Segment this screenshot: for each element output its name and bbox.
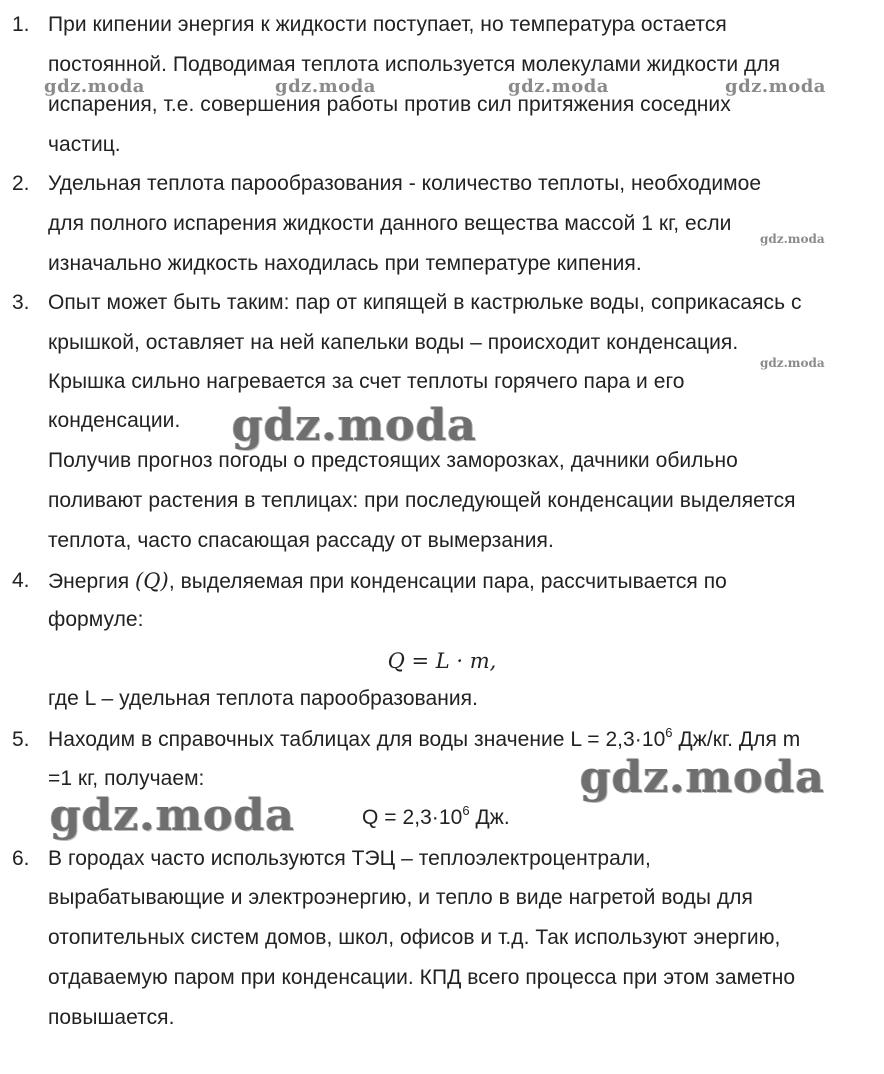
item-number-5: 5. xyxy=(12,728,30,751)
item-3-line-3: Крышка сильно нагревается за счет теплоты горячего пара и его xyxy=(48,370,685,393)
item-5-line-1-post: Дж/кг. Для m xyxy=(672,728,801,751)
item-3-line-4: конденсации. xyxy=(48,409,181,432)
item-4-line-3: где L – удельная теплота парообразования. xyxy=(48,687,478,710)
item-4-line-1 xyxy=(48,561,727,602)
item-3-line-1: Опыт может быть таким: пар от кипящей в кастрюльке воды, соприкасаясь с xyxy=(48,291,802,314)
energy-variable: (Q) xyxy=(135,569,169,593)
formula: Q = L · m, xyxy=(387,649,497,673)
item-number-1: 1. xyxy=(12,13,30,36)
watermark-logo: gdz.moda xyxy=(50,790,296,841)
item-3-line-6: поливают растения в теплицах: при последующей конденсации выделяется xyxy=(48,489,796,512)
watermark-logo: gdz.moda xyxy=(725,76,826,97)
item-number-3: 3. xyxy=(12,291,30,314)
item-2-line-3: изначально жидкость находилась при температуре кипения. xyxy=(48,252,642,275)
item-6-line-2: вырабатывающие и электроэнергию, и тепло в виде нагретой воды для xyxy=(48,886,753,909)
item-number-2: 2. xyxy=(12,172,30,195)
item-1-line-1: При кипении энергия к жидкости поступает, но температура остается xyxy=(48,13,727,36)
item-4-line-2: формуле: xyxy=(48,608,144,631)
item-3-line-5: Получив прогноз погоды о предстоящих заморозках, дачники обильно xyxy=(48,449,738,472)
result-formula xyxy=(362,798,510,838)
item-3-line-2: крышкой, оставляет на ней капельки воды – происходит конденсация. xyxy=(48,331,739,354)
watermark-logo: gdz.moda xyxy=(508,76,609,97)
item-5-line-2: =1 кг, получаем: xyxy=(48,767,205,790)
item-1-line-3: испарения, т.е. совершения работы против сил притяжения соседних xyxy=(48,93,731,116)
item-2-line-1: Удельная теплота парообразования - количество теплоты, необходимое xyxy=(48,172,762,195)
watermark-logo: gdz.moda xyxy=(275,76,376,97)
watermark-logo: gdz.moda xyxy=(760,232,825,246)
item-5-line-1-pre: Находим в справочных таблицах для воды значение L = 2,3·10 xyxy=(48,728,666,751)
item-3-line-7: теплота, часто спасающая рассаду от вымерзания. xyxy=(48,529,554,552)
item-1-line-4: частиц. xyxy=(48,133,121,156)
item-6-line-5: повышается. xyxy=(48,1006,175,1029)
item-6-line-4: отдаваемую паром при конденсации. КПД всего процесса при этом заметно xyxy=(48,966,796,989)
item-1-line-2: постоянной. Подводимая теплота используется молекулами жидкости для xyxy=(48,53,781,76)
item-6-line-1: В городах часто используются ТЭЦ – теплоэлектроцентрали, xyxy=(48,847,651,870)
result-exponent: 6 xyxy=(462,803,470,818)
watermark-logo: gdz.moda xyxy=(580,752,826,803)
result-pre: Q = 2,3·10 xyxy=(362,806,463,829)
watermark-logo: gdz.moda xyxy=(232,400,478,451)
item-number-4: 4. xyxy=(12,569,30,592)
item-6-line-3: отопительных систем домов, школ, офисов и т.д. Так используют энергию, xyxy=(48,926,781,949)
watermark-logo: gdz.moda xyxy=(760,356,825,370)
item-2-line-2: для полного испарения жидкости данного вещества массой 1 кг, если xyxy=(48,212,732,235)
watermark-logo: gdz.moda xyxy=(44,76,145,97)
result-post: Дж. xyxy=(469,806,510,829)
item-5-exponent: 6 xyxy=(665,725,673,740)
item-4-line-1-post: , выделяемая при конденсации пара, рассчитывается по xyxy=(168,570,727,593)
item-4-line-1-pre: Энергия xyxy=(48,570,136,593)
item-number-6: 6. xyxy=(12,847,30,870)
